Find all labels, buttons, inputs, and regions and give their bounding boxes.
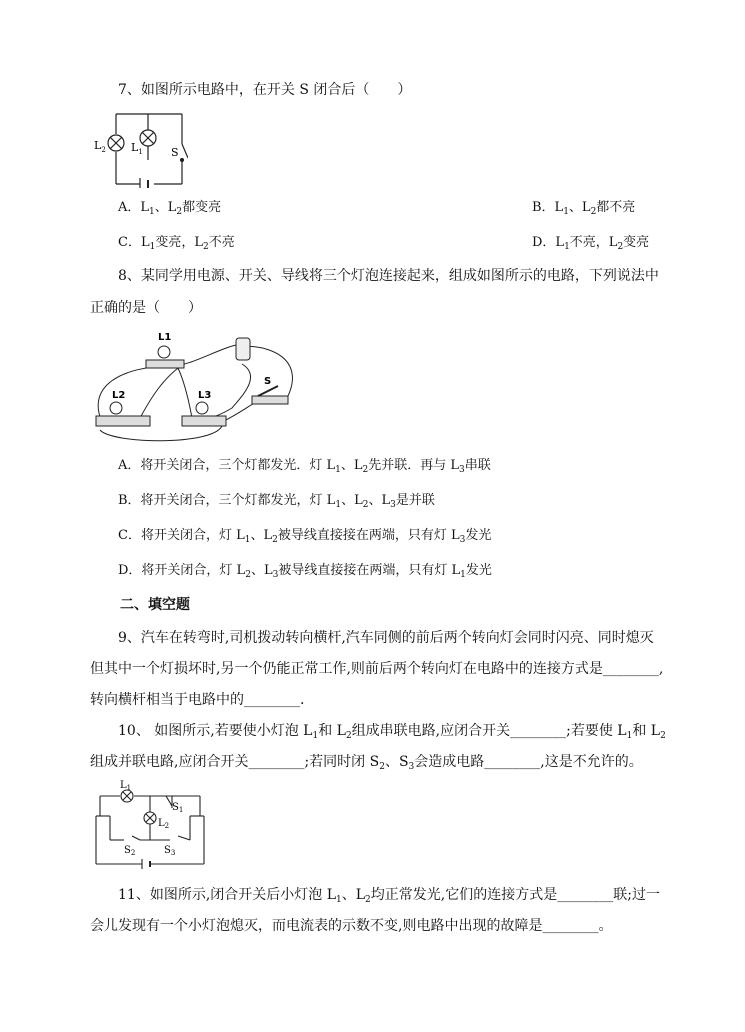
q7-circuit-figure	[88, 108, 188, 188]
q8-option-b[interactable]: B．将开关闭合，三个灯都发光，灯 $L_1$、$L_2$、$L_3$是并联	[118, 493, 435, 510]
q10-label-l2: $L_2$	[158, 818, 170, 830]
q10-circuit-figure	[92, 780, 208, 874]
q10-label-s3: $S_3$	[164, 845, 176, 857]
q10-line2: 组成并联电路,应闭合开关________;若同时闭 $S_2$、$S_3$会造成电路________,这是不允许的。	[90, 754, 643, 772]
q10-line1: 10、 如图所示,若要使小灯泡 $L_1$和 $L_2$组成串联电路,应闭合开关________;若要使 $L_1$和 $L_2$	[118, 723, 666, 741]
q11-line1: 11、如图所示,闭合开关后小灯泡 $L_1$、$L_2$均正常发光,它们的连接方式是________联;过一	[118, 887, 660, 905]
q7-option-d[interactable]: D．$L_1$不亮，$L_2$变亮	[532, 235, 650, 252]
q8-switch-icon	[258, 386, 278, 396]
q8-option-d[interactable]: D．将开关闭合，灯 $L_2$、$L_3$被导线直接接在两端，只有灯 $L_1$发光	[118, 563, 492, 580]
q8-option-c[interactable]: C．将开关闭合，灯 $L_1$、$L_2$被导线直接接在两端，只有灯 $L_3$发光	[118, 528, 492, 545]
section-title: 二、填空题	[120, 597, 190, 613]
q8-label-s: S	[264, 376, 272, 387]
q7-label-l1: $L_1$	[131, 141, 143, 156]
q7-stem: 7、如图所示电路中，在开关 S 闭合后（ ）	[118, 82, 412, 98]
q7-option-b[interactable]: B．$L_1$、$L_2$都不亮	[532, 200, 636, 217]
q10-label-s1: $S_1$	[172, 802, 184, 814]
q9-line2: 但其中一个灯损坏时,另一个仍能正常工作,则前后两个转向灯在电路中的连接方式是________,	[90, 661, 664, 677]
q8-lamp-l1-board	[146, 360, 184, 368]
battery-icon	[236, 338, 250, 360]
q8-label-l2: L2	[112, 390, 126, 401]
q8-lamp-l3-icon	[196, 402, 208, 414]
q7-label-l2: $L_2$	[94, 139, 106, 154]
q11-line2: 会儿发现有一个小灯泡熄灭，而电流表的示数不变,则电路中出现的故障是________。	[90, 918, 613, 934]
q8-lamp-l1-icon	[158, 346, 170, 358]
q8-lamp-l3-board	[182, 416, 226, 426]
q8-switch-board	[252, 396, 288, 404]
switch-s-icon	[182, 144, 188, 158]
q9-line1: 9、汽车在转弯时,司机拨动转向横杆,汽车同侧的前后两个转向灯会同时闪亮、同时熄灭	[118, 630, 654, 646]
q9-line3: 转向横杆相当于电路中的________.	[90, 692, 305, 708]
q8-stem-line1: 8、某同学用电源、开关、导线将三个灯泡连接起来，组成如图所示的电路，下列说法中	[118, 268, 659, 284]
q10-label-s2: $S_2$	[124, 845, 136, 857]
q10-label-l1: $L_1$	[120, 780, 132, 792]
q7-option-a[interactable]: A．$L_1$、$L_2$都变亮	[118, 200, 222, 217]
q8-lamp-l2-board	[96, 416, 150, 426]
q8-circuit-figure	[92, 326, 302, 442]
q7-option-c[interactable]: C．$L_1$变亮，$L_2$不亮	[118, 235, 235, 252]
q7-label-s: S	[171, 146, 179, 159]
q8-lamp-l2-icon	[110, 402, 122, 414]
q8-label-l3: L3	[198, 390, 212, 401]
q8-stem-line2: 正确的是（ ）	[90, 300, 202, 316]
q8-option-a[interactable]: A．将开关闭合，三个灯都发光．灯 $L_1$、$L_2$先并联．再与 $L_3$串联	[118, 458, 491, 475]
q8-label-l1: L1	[158, 332, 172, 343]
